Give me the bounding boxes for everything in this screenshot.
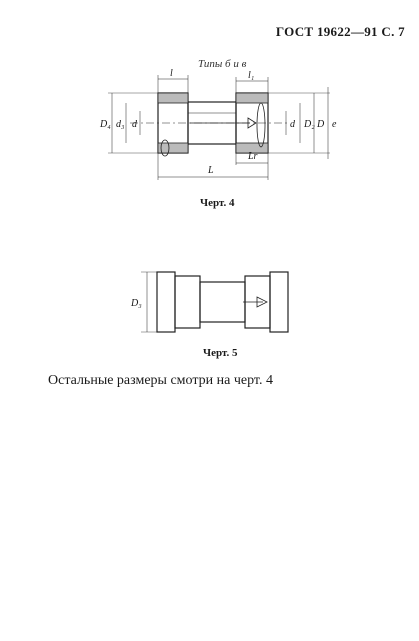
standard-reference: ГОСТ 19622—91 С. 7 [275,24,405,39]
figure-4-left-nut-thread-top [158,93,188,103]
remaining-dimensions-note: Остальные размеры смотри на черт. 4 [48,373,273,388]
figure-4-handwritten-note: Типы б и в [198,58,247,70]
figure-4-label-e: e [332,119,337,130]
figure-4-right-nut-seal [257,103,265,147]
figure-4-label-d-right: d [290,119,295,130]
figure-4-right-nut-thread-top [236,93,268,103]
figure-4-label-d-left: d [132,119,137,130]
figure-4-drawing [90,55,390,190]
figure-5-drawing [125,262,305,342]
figure-4-label-D: D [317,119,325,130]
figure-4-label-D4: D₄ [100,119,111,130]
figure-5-label-D3: D₃ [131,298,142,309]
figure-4-label-l: l [170,68,173,79]
figure-4-label-D2: D₂ [304,119,315,130]
figure-5-pipe [200,282,245,322]
figure-4-label-d3: d₃ [116,119,125,130]
figure-5-left-collar [175,276,200,328]
figure-5-right-fitting [270,272,288,332]
figure-4-label-l1: l₁ [248,70,255,81]
figure-5-caption: Черт. 5 [203,347,238,359]
figure-5-left-fitting [157,272,175,332]
figure-4-caption: Черт. 4 [200,197,235,209]
figure-4-label-L: L [208,165,214,176]
figure-4-label-Lr: Lr [248,151,258,162]
figure-4-left-nut-thread-bottom [158,143,188,153]
